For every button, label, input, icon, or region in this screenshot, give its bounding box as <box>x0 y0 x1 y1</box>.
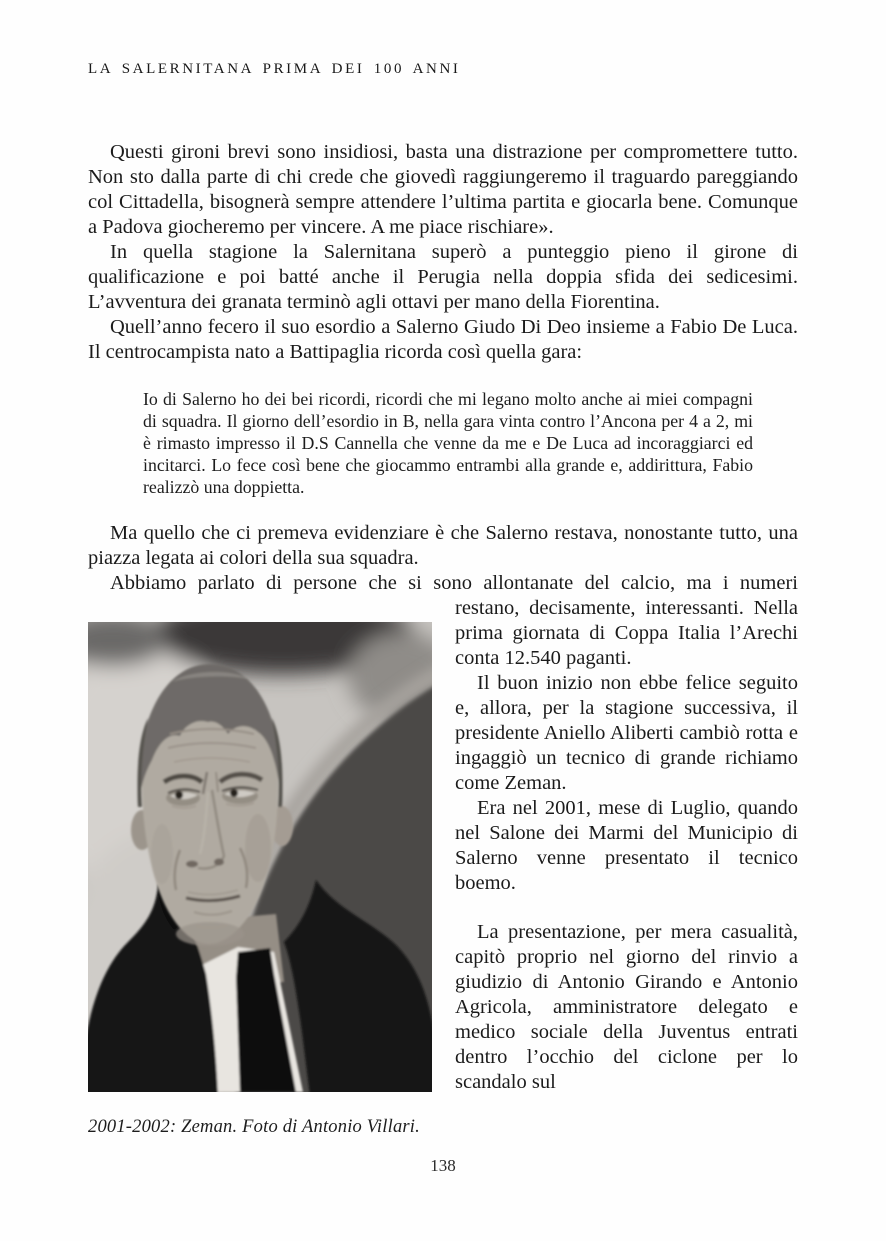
paragraph-in-quella-stagione: In quella stagione la Salernitana superò a punteggio pieno il girone di qualificazione e poi batté anche il Perugia nella doppia sfida dei sedicesimi. L’avventura dei granata terminò agli ottavi per mano della Fiorentina. <box>88 241 798 313</box>
paragraph-la-presentazione: La presentazione, per mera casualità, capitò proprio nel giorno del rinvio a giudizio di Antonio Girando e Antonio Agricola, amministratore delegato e medico sociale della Juventus entrati dentro l’occhio del ciclone per lo scandalo sul <box>455 921 798 1093</box>
paragraph-ma-quello: Ma quello che ci premeva evidenziare è che Salerno restava, nonostante tutto, una piazza legata ai colori della sua squadra. <box>88 522 798 569</box>
photo-caption: 2001-2002: Zeman. Foto di Antonio Villari. <box>88 1117 420 1137</box>
photo-and-column-row <box>88 596 798 1095</box>
right-column <box>455 596 798 1095</box>
page-content <box>88 140 798 1138</box>
zeman-photo <box>88 622 432 1092</box>
page-footer <box>0 1156 886 1176</box>
block-quote-de-luca: Io di Salerno ho dei bei ricordi, ricordi che mi legano molto anche ai miei compagni di squadra. Il giorno dell’esordio in B, nella gara vinta contro l’Ancona per 4 a 2, mi è rimasto impresso il D.S Cannella che venne da me e De Luca ad incoraggiarci ed incitarci. Lo fece così bene che giocammo entrambi alla grande e, addirittura, Fabio realizzò una doppietta. <box>143 389 753 497</box>
paragraph-abbiamo-parlato: Abbiamo parlato di persone che si sono allontanate del calcio, ma i numeri <box>110 572 798 594</box>
paragraph-il-buon-inizio: Il buon inizio non ebbe felice seguito e, allora, per la stagione successiva, il presidente Aniello Aliberti cambiò rotta e ingaggiò un tecnico di grande richiamo come Zeman. <box>455 672 798 794</box>
paragraph-quellanno-esordio: Quell’anno fecero il suo esordio a Salerno Giudo Di Deo insieme a Fabio De Luca. Il centrocampista nato a Battipaglia ricorda così quella gara: <box>88 316 798 363</box>
running-header: LA SALERNITANA PRIMA DEI 100 ANNI <box>88 61 461 77</box>
page-number: 138 <box>430 1156 456 1175</box>
paragraph-questi-gironi: Questi gironi brevi sono insidiosi, basta una distrazione per compromettere tutto. Non sto dalla parte di chi crede che giovedì raggiungeremo il traguardo pareggiando col Cittadella, bisognerà sempre attendere l’ultima partita e giocarla bene. Comunque a Padova giocheremo per vincere. A me piace rischiare». <box>88 141 798 238</box>
zeman-portrait-illustration <box>88 622 432 1092</box>
paragraph-era-nel-2001: Era nel 2001, mese di Luglio, quando nel Salone dei Marmi del Municipio di Salerno venne presentato il tecnico boemo. <box>455 797 798 894</box>
paragraph-restano-numeri: restano, decisamente, interessanti. Nella prima giornata di Coppa Italia l’Arechi conta 12.540 paganti. <box>455 597 798 669</box>
